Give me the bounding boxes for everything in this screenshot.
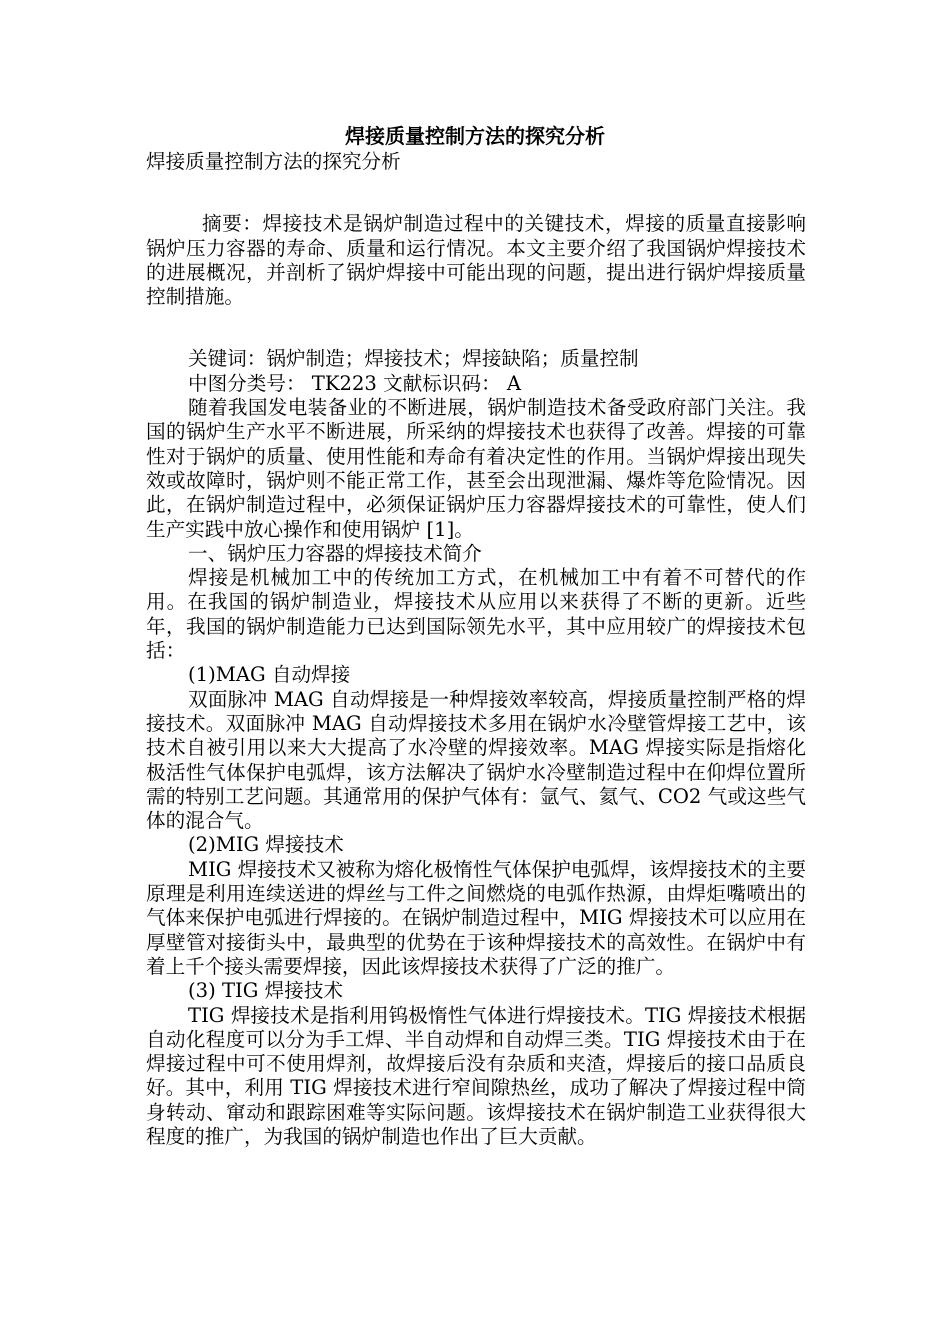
document-title: 焊接质量控制方法的探究分析 <box>345 124 605 148</box>
abstract-paragraph: 摘要：焊接技术是锅炉制造过程中的关键技术，焊接的质量直接影响锅炉压力容器的寿命、质量和运行情况。本文主要介绍了我国锅炉焊接技术的进展概况，并剖析了锅炉焊接中可能出现的问题，提出进行锅炉焊接质量控制措施。 <box>146 212 806 309</box>
section1-heading: 一、锅炉压力容器的焊接技术简介 <box>188 541 482 565</box>
mag-heading: (1)MAG 自动焊接 <box>188 663 351 687</box>
tig-heading: (3) TIG 焊接技术 <box>188 979 344 1003</box>
document-body <box>146 150 806 1149</box>
mig-paragraph: MIG 焊接技术又被称为熔化极惰性气体保护电弧焊，该焊接技术的主要原理是利用连续送进的焊丝与工件之间燃烧的电弧作热源，由焊炬嘴喷出的气体来保护电弧进行焊接的。在锅炉制造过程中，MIG 焊接技术可以应用在厚壁管对接街头中，最典型的优势在于该种焊接技术的高效性。在锅炉中有着上千个接头需要焊接，因此该焊接技术获得了广泛的推广。 <box>146 857 806 978</box>
keywords-line: 关键词：锅炉制造；焊接技术；焊接缺陷；质量控制 <box>188 347 639 371</box>
section1-paragraph: 焊接是机械加工中的传统加工方式，在机械加工中有着不可替代的作用。在我国的锅炉制造业，焊接技术从应用以来获得了不断的更新。近些年，我国的锅炉制造能力已达到国际领先水平，其中应用较广的焊接技术包括： <box>146 566 806 663</box>
intro-paragraph: 随着我国发电装备业的不断进展，锅炉制造技术备受政府部门关注。我国的锅炉生产水平不断进展，所采纳的焊接技术也获得了改善。焊接的可靠性对于锅炉的质量、使用性能和寿命有着决定性的作用。当锅炉焊接出现失效或故障时，锅炉则不能正常工作，甚至会出现泄漏、爆炸等危险情况。因此，在锅炉制造过程中，必须保证锅炉压力容器焊接技术的可靠性，使人们生产实践中放心操作和使用锅炉 [1]。 <box>146 396 806 541</box>
classification-line: 中图分类号： TK223 文献标识码： A <box>188 371 522 395</box>
mag-paragraph: 双面脉冲 MAG 自动焊接是一种焊接效率较高，焊接质量控制严格的焊接技术。双面脉冲 MAG 自动焊接技术多用在锅炉水冷壁管焊接工艺中，该技术自被引用以来大大提高了水冷壁的焊接效率。MAG 焊接实际是指熔化极活性气体保护电弧焊，该方法解决了锅炉水冷壁制造过程中在仰焊位置所需的特别工艺问题。其通常用的保护气体有：氩气、氦气、CO2 气或这些气体的混合气。 <box>146 687 806 833</box>
mig-heading: (2)MIG 焊接技术 <box>188 833 344 857</box>
subtitle: 焊接质量控制方法的探究分析 <box>146 150 401 173</box>
tig-paragraph: TIG 焊接技术是指利用钨极惰性气体进行焊接技术。TIG 焊接技术根据自动化程度可以分为手工焊、半自动焊和自动焊三类。TIG 焊接技术由于在焊接过程中可不使用焊剂，故焊接后没有杂质和夹渣，焊接后的接口品质良好。其中，利用 TIG 焊接技术进行窄间隙热丝，成功了解决了焊接过程中筒身转动、窜动和跟踪困难等实际问题。该焊接技术在锅炉制造工业获得很大程度的推广，为我国的锅炉制造也作出了巨大贡献。 <box>146 1003 806 1148</box>
